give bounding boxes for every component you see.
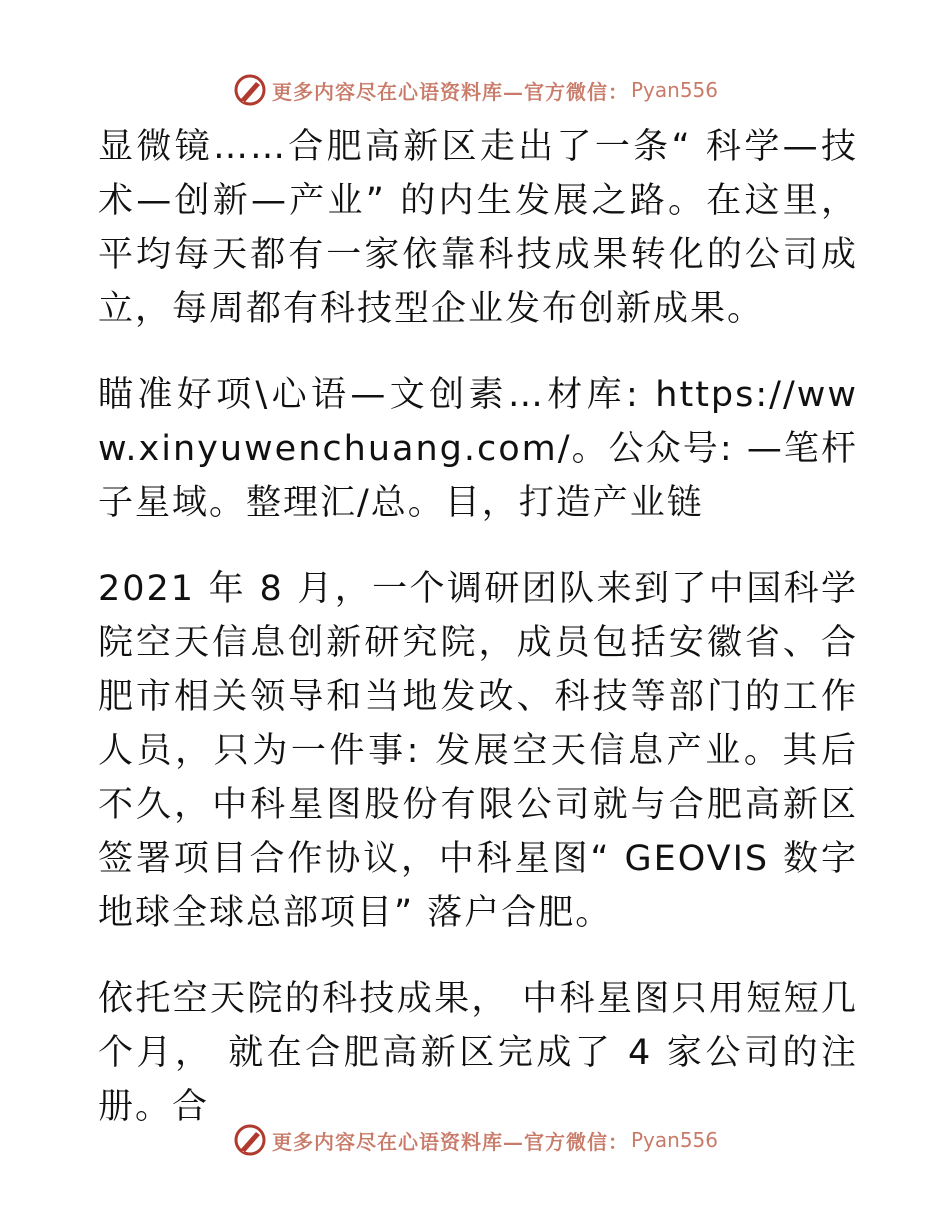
header-wechat-id: Pyan556 <box>630 78 718 102</box>
header-banner-text: 更多内容尽在心语资料库—官方微信： <box>271 79 629 104</box>
footer-wechat-id: Pyan556 <box>630 1128 718 1152</box>
paragraph-4: 依托空天院的科技成果， 中科星图只用短短几个月， 就在合肥高新区完成了 4 家公司的注册。合 <box>98 979 858 1127</box>
header-banner <box>0 70 950 110</box>
paragraph-1: 显微镜……合肥高新区走出了一条“ 科学—技术—创新—产业” 的内生发展之路。在这里，平均每天都有一家依靠科技成果转化的公司成立，每周都有科技型企业发布创新成果。 <box>98 127 858 329</box>
paragraph-2: 瞄准好项\心语—文创素…材库: https://www.xinyuwenchuang.com/。公众号: —笔杆子星域。整理汇/总。目，打造产业链 <box>98 375 858 523</box>
footer-banner <box>0 1120 950 1160</box>
footer-banner-text: 更多内容尽在心语资料库—官方微信： <box>271 1129 629 1154</box>
pen-logo-icon <box>232 1122 268 1158</box>
document-body <box>98 120 858 1127</box>
pen-logo-icon <box>232 72 268 108</box>
paragraph-3: 2021 年 8 月，一个调研团队来到了中国科学院空天信息创新研究院，成员包括安徽省、合肥市相关领导和当地发改、科技等部门的工作人员，只为一件事: 发展空天信息产业。其后不久，中科星图股份有限公司就与合肥高新区签署项目合作协议，中科星图“ GEOVIS 数字地球全球总部项目” 落户合肥。 <box>98 569 858 933</box>
